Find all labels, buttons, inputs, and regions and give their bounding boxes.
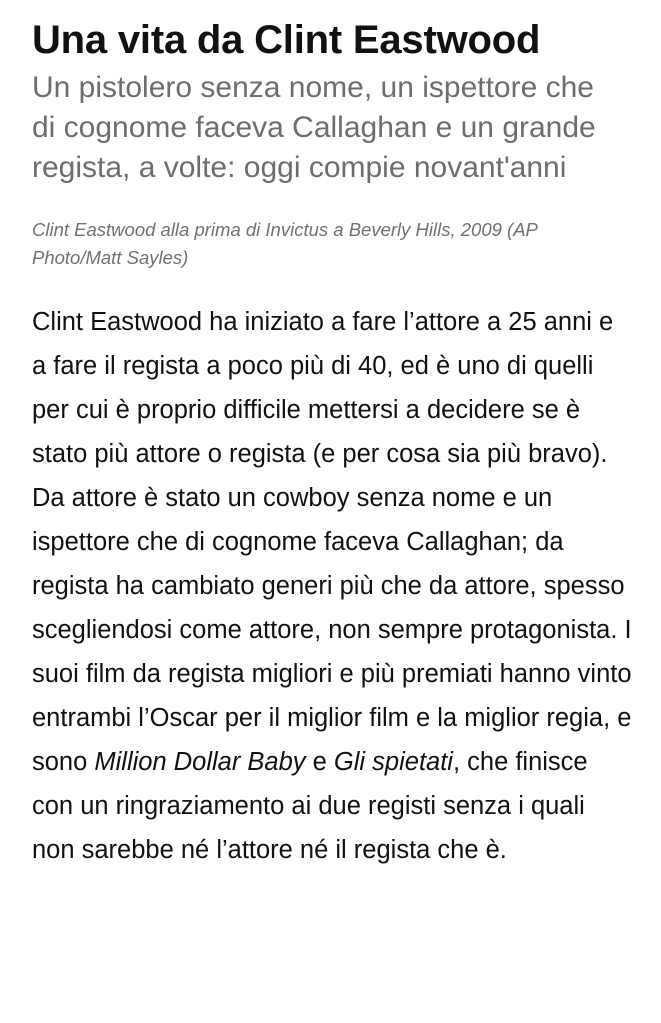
article-body <box>32 300 632 872</box>
body-text-part: , che finisce con un ringraziamento ai due registi senza i quali non sarebbe né l’attore né il regista che è. <box>32 748 588 864</box>
film-title: Gli spietati <box>333 748 453 776</box>
headline: Una vita da Clint Eastwood <box>32 18 541 62</box>
film-title: Million Dollar Baby <box>94 748 306 776</box>
photo-caption: Clint Eastwood alla prima di Invictus a Beverly Hills, 2009 (AP Photo/Matt Sayles) <box>32 219 538 268</box>
body-text-part: Clint Eastwood ha iniziato a fare l’attore a 25 anni e a fare il regista a poco più di 40, ed è uno di quelli per cui è proprio difficile mettersi a decidere se è stato più attore o regista (e per cosa sia più bravo). Da attore è stato un cowboy senza nome e un ispettore che di cognome faceva Callaghan; da regista ha cambiato generi più che da attore, spesso scegliendosi come attore, non sempre protagonista. I suoi film da regista migliori e più premiati hanno vinto entrambi l’Oscar per il miglior film e la miglior regia, e sono <box>32 308 632 776</box>
article <box>32 14 642 872</box>
subtitle: Un pistolero senza nome, un ispettore che di cognome faceva Callaghan e un grande regista, a volte: oggi compie novant'anni <box>32 71 596 184</box>
body-text-part: e <box>305 748 334 776</box>
